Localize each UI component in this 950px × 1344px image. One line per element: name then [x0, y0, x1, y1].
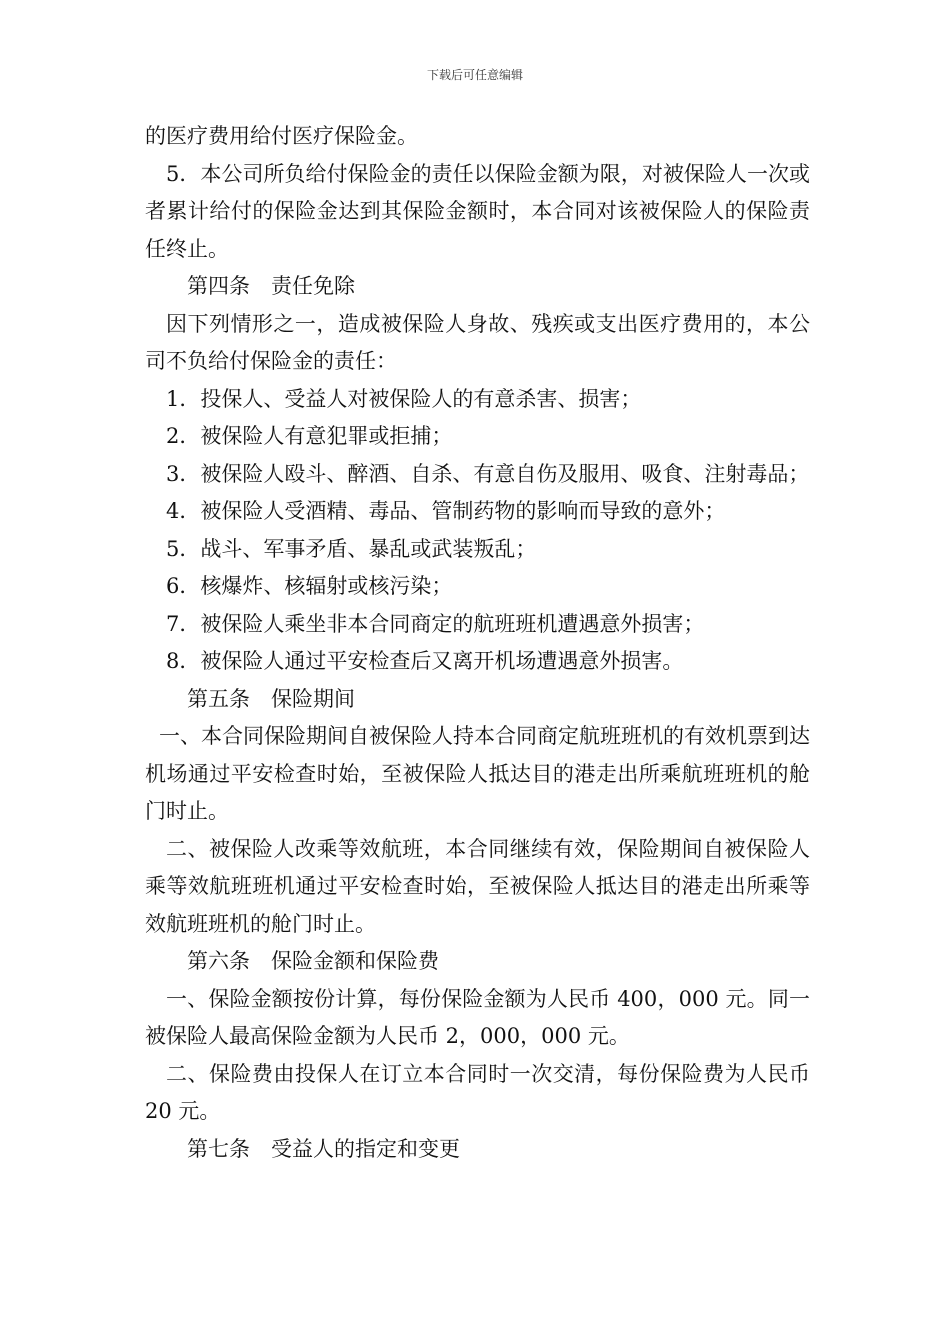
article-number: 第六条 [187, 949, 250, 973]
section-heading-article-4 [145, 268, 810, 306]
section-heading-article-6 [145, 943, 810, 981]
section-heading-article-7 [145, 1131, 810, 1169]
list-item: 7．被保险人乘坐非本合同商定的航班班机遭遇意外损害； [166, 611, 705, 636]
list-item: 3．被保险人殴斗、醉酒、自杀、有意自伤及服用、吸食、注射毒品； [166, 461, 810, 486]
article-number: 第七条 [187, 1136, 250, 1161]
paragraph: 二、被保险人改乘等效航班，本合同继续有效，保险期间自被保险人乘等效航班班机通过平安检查时始，至被保险人抵达目的港走出所乘等效航班班机的舱门时止。 [145, 836, 810, 936]
list-item: 8．被保险人通过平安检查后又离开机场遭遇意外损害。 [166, 649, 684, 673]
article-title: 保险金额和保险费 [271, 949, 439, 973]
list-item: 4．被保险人受酒精、毒品、管制药物的影响而导致的意外； [166, 499, 726, 523]
paragraph: 的医疗费用给付医疗保险金。 [145, 124, 418, 148]
page-header-note: 下载后可任意编辑 [426, 68, 523, 82]
article-title: 责任免除 [271, 274, 355, 298]
list-item: 5．战斗、军事矛盾、暴乱或武装叛乱； [166, 536, 537, 561]
paragraph: 因下列情形之一，造成被保险人身故、残疾或支出医疗费用的，本公司不负给付保险金的责任： [145, 311, 810, 373]
list-item: 6．核爆炸、核辐射或核污染； [166, 574, 453, 598]
article-title: 受益人的指定和变更 [271, 1136, 460, 1161]
article-number: 第四条 [187, 274, 250, 298]
list-item: 1．投保人、受益人对被保险人的有意杀害、损害； [166, 386, 642, 411]
document-body [145, 118, 810, 1168]
paragraph: 二、保险费由投保人在订立本合同时一次交清，每份保险费为人民币 20 元。 [145, 1061, 810, 1123]
paragraph: 5．本公司所负给付保险金的责任以保险金额为限，对被保险人一次或者累计给付的保险金达到其保险金额时，本合同对该被保险人的保险责任终止。 [145, 161, 810, 261]
article-number: 第五条 [187, 686, 250, 711]
section-heading-article-5 [145, 681, 810, 719]
article-title: 保险期间 [271, 686, 355, 711]
list-item: 2．被保险人有意犯罪或拒捕； [166, 424, 453, 448]
paragraph: 一、保险金额按份计算，每份保险金额为人民币 400，000 元。同一被保险人最高保险金额为人民币 2，000，000 元。 [145, 986, 810, 1048]
paragraph: 一、本合同保险期间自被保险人持本合同商定航班班机的有效机票到达机场通过平安检查时始，至被保险人抵达目的港走出所乘航班班机的舱门时止。 [145, 724, 810, 823]
